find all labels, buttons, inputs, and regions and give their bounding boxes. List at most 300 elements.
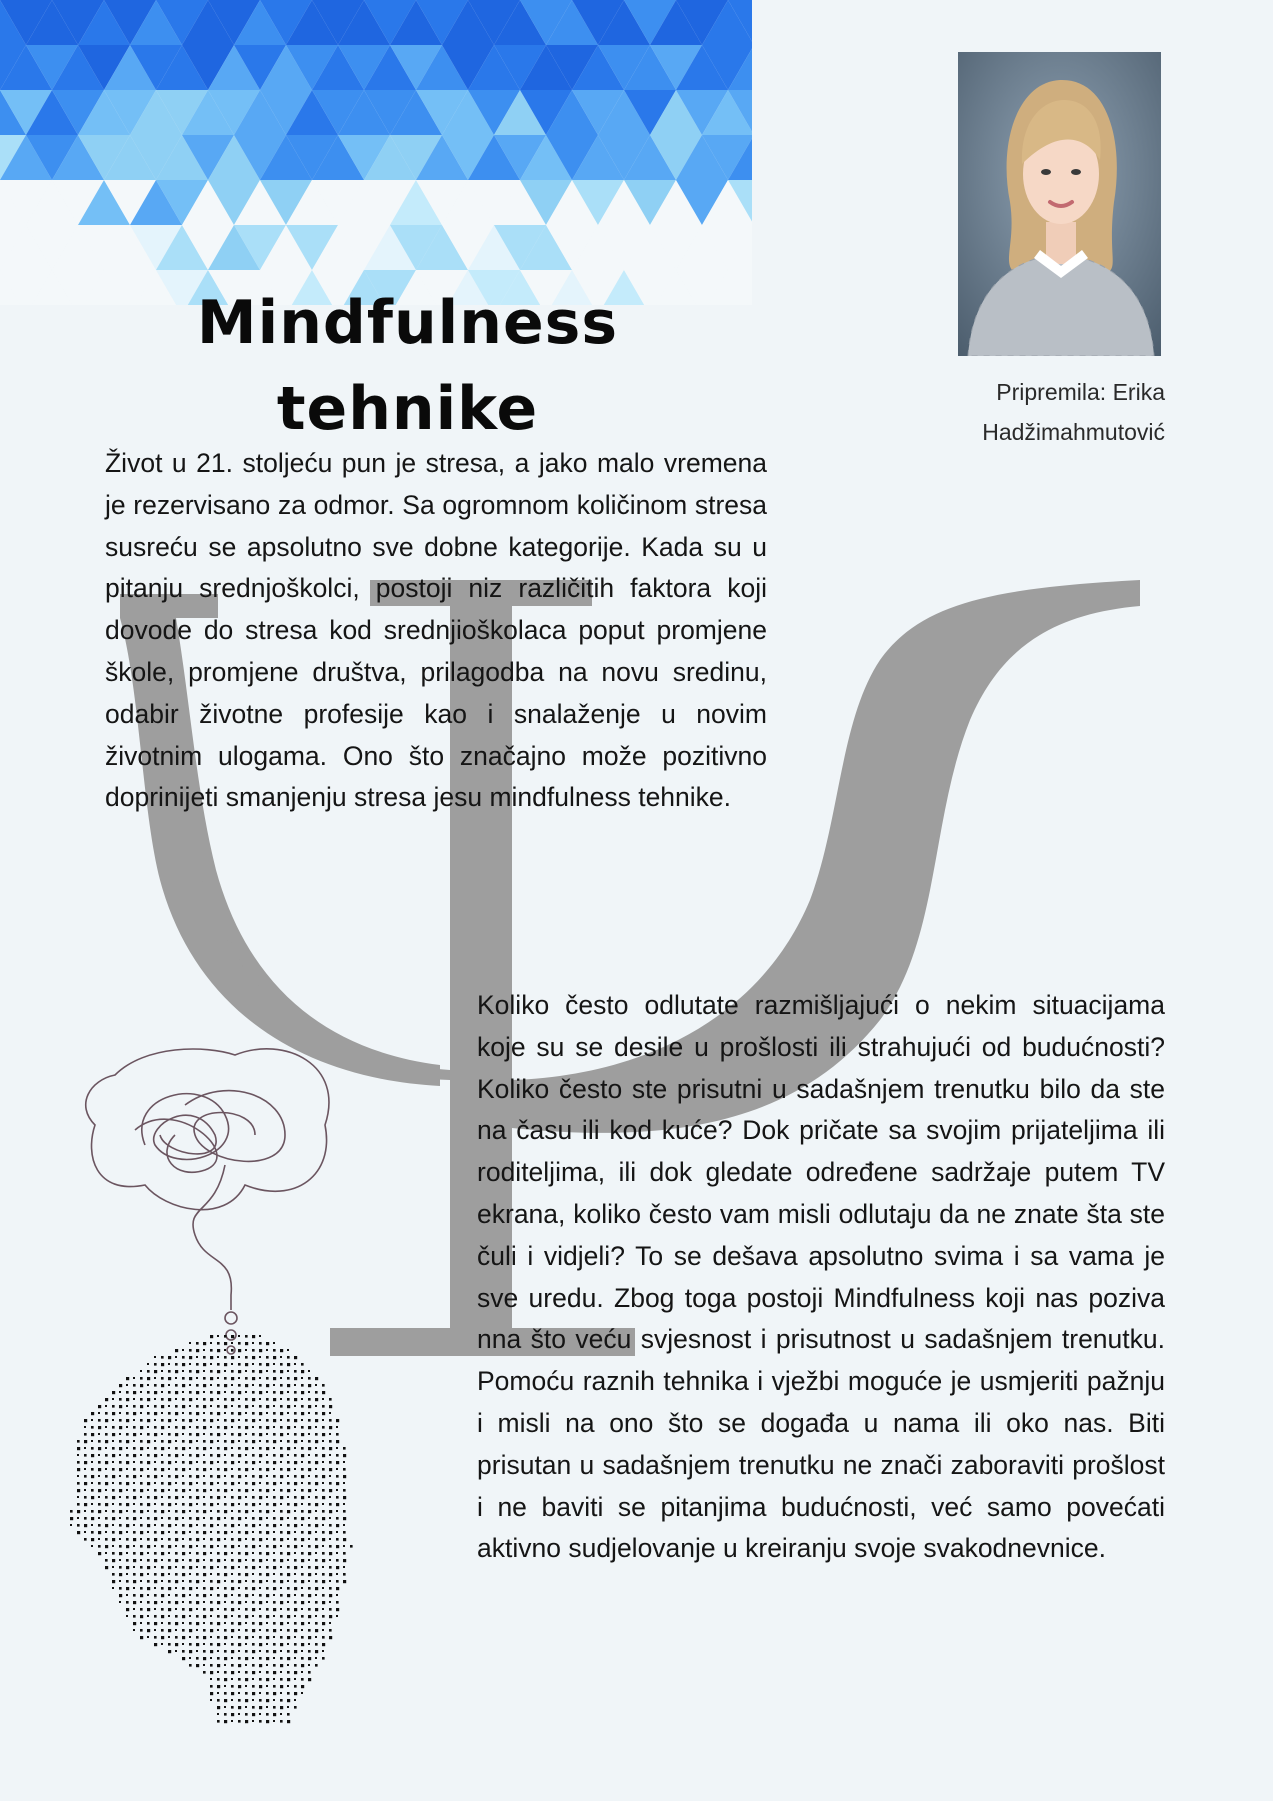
head-dot — [273, 1510, 275, 1512]
head-dot — [182, 1433, 184, 1435]
head-dot — [203, 1398, 206, 1401]
head-dot — [294, 1524, 297, 1527]
head-dot — [210, 1349, 213, 1352]
head-dot — [133, 1622, 136, 1625]
head-dot — [105, 1433, 108, 1436]
head-dot — [266, 1468, 269, 1471]
head-dot — [280, 1531, 283, 1534]
head-dot — [259, 1706, 262, 1709]
head-dot — [224, 1426, 227, 1429]
head-dot — [245, 1692, 248, 1695]
head-dot — [252, 1433, 255, 1436]
head-dot — [294, 1636, 296, 1638]
head-dot — [203, 1433, 205, 1435]
head-dot — [168, 1440, 171, 1443]
head-dot — [133, 1524, 135, 1526]
head-dot — [140, 1447, 143, 1450]
head-dot — [140, 1622, 142, 1624]
head-dot — [161, 1594, 164, 1597]
head-dot — [224, 1391, 226, 1393]
head-dot — [154, 1510, 157, 1513]
head-dot — [266, 1454, 268, 1456]
head-dot — [245, 1559, 247, 1561]
head-dot — [203, 1510, 206, 1513]
head-dot — [315, 1468, 317, 1470]
head-dot — [329, 1566, 332, 1569]
head-dot — [119, 1475, 121, 1477]
head-dot — [133, 1573, 136, 1576]
head-dot — [259, 1552, 262, 1555]
head-dot — [224, 1398, 227, 1401]
head-dot — [126, 1559, 129, 1562]
head-dot — [259, 1475, 262, 1478]
head-dot — [315, 1524, 318, 1527]
head-dot — [119, 1524, 122, 1527]
head-dot — [217, 1454, 220, 1457]
head-dot — [245, 1440, 248, 1443]
head-dot — [84, 1531, 86, 1533]
head-dot — [161, 1468, 164, 1471]
head-dot — [175, 1482, 177, 1484]
head-dot — [203, 1440, 206, 1443]
head-dot — [210, 1482, 213, 1485]
head-dot — [294, 1706, 297, 1709]
head-dot — [322, 1552, 325, 1555]
head-dot — [322, 1657, 325, 1660]
head-dot — [301, 1671, 303, 1673]
head-dot — [322, 1608, 324, 1610]
head-dot — [119, 1503, 122, 1506]
head-dot — [329, 1538, 331, 1540]
head-dot — [168, 1405, 170, 1407]
head-dot — [105, 1412, 108, 1415]
head-dot — [112, 1391, 115, 1394]
head-dot — [77, 1496, 79, 1498]
head-dot — [266, 1629, 269, 1632]
head-dot — [308, 1510, 311, 1513]
head-dot — [238, 1510, 241, 1513]
head-dot — [189, 1489, 191, 1491]
head-dot — [217, 1342, 220, 1345]
head-dot — [259, 1538, 262, 1541]
head-dot — [210, 1573, 212, 1575]
head-dot — [231, 1517, 234, 1520]
head-dot — [210, 1699, 212, 1701]
head-dot — [266, 1615, 269, 1618]
head-dot — [210, 1461, 213, 1464]
head-dot — [147, 1594, 149, 1596]
head-dot — [266, 1699, 269, 1702]
head-dot — [280, 1545, 282, 1547]
head-dot — [217, 1349, 220, 1352]
head-dot — [266, 1384, 269, 1387]
head-dot — [224, 1566, 227, 1569]
head-dot — [266, 1342, 269, 1345]
head-dot — [238, 1538, 241, 1541]
head-dot — [210, 1454, 213, 1457]
head-dot — [217, 1496, 220, 1499]
head-dot — [231, 1335, 234, 1338]
head-dot — [168, 1370, 171, 1373]
head-dot — [203, 1629, 206, 1632]
head-dot — [259, 1370, 262, 1373]
head-dot — [287, 1657, 290, 1660]
head-dot — [217, 1398, 219, 1400]
head-dot — [308, 1664, 310, 1666]
head-dot — [133, 1566, 135, 1568]
head-dot — [287, 1580, 289, 1582]
head-dot — [266, 1391, 268, 1393]
head-dot — [161, 1608, 164, 1611]
head-dot — [182, 1426, 185, 1429]
head-dot — [280, 1713, 282, 1715]
head-dot — [196, 1433, 199, 1436]
head-dot — [126, 1580, 129, 1583]
head-dot — [252, 1503, 255, 1506]
head-dot — [245, 1342, 248, 1345]
head-dot — [273, 1580, 276, 1583]
head-dot — [126, 1468, 128, 1470]
head-dot — [336, 1496, 339, 1499]
head-dot — [119, 1531, 122, 1534]
head-dot — [203, 1496, 205, 1498]
head-dot — [161, 1433, 163, 1435]
head-dot — [308, 1580, 310, 1582]
head-dot — [133, 1433, 136, 1436]
head-dot — [308, 1601, 310, 1603]
head-dot — [266, 1503, 269, 1506]
head-dot — [182, 1468, 185, 1471]
head-dot — [231, 1503, 234, 1506]
head-dot — [322, 1629, 324, 1631]
head-dot — [273, 1538, 276, 1541]
head-dot — [329, 1482, 332, 1485]
head-dot — [224, 1643, 226, 1645]
head-dot — [259, 1720, 262, 1723]
head-dot — [231, 1650, 234, 1653]
head-dot — [196, 1482, 198, 1484]
head-dot — [231, 1552, 233, 1554]
head-dot — [126, 1454, 129, 1457]
head-dot — [91, 1517, 94, 1520]
head-dot — [273, 1636, 275, 1638]
head-dot — [231, 1678, 233, 1680]
head-dot — [182, 1440, 185, 1443]
head-dot — [315, 1608, 318, 1611]
head-dot — [259, 1426, 262, 1429]
head-dot — [217, 1650, 219, 1652]
head-dot — [287, 1587, 290, 1590]
head-dot — [140, 1370, 142, 1372]
head-dot — [147, 1615, 149, 1617]
head-dot — [154, 1608, 156, 1610]
head-dot — [210, 1335, 213, 1338]
head-dot — [154, 1531, 157, 1534]
head-dot — [287, 1370, 289, 1372]
head-dot — [322, 1384, 325, 1387]
head-dot — [294, 1440, 297, 1443]
head-dot — [259, 1349, 262, 1352]
head-dot — [287, 1615, 290, 1618]
head-dot — [105, 1447, 107, 1449]
head-dot — [322, 1510, 325, 1513]
head-dot — [322, 1594, 325, 1597]
head-dot — [245, 1629, 248, 1632]
head-dot — [126, 1377, 129, 1380]
head-dot — [238, 1706, 241, 1709]
head-dot — [196, 1566, 198, 1568]
head-dot — [168, 1475, 171, 1478]
head-dot — [259, 1335, 261, 1337]
head-dot — [350, 1545, 353, 1548]
head-dot — [175, 1496, 178, 1499]
head-dot — [147, 1587, 150, 1590]
head-dot — [336, 1552, 338, 1554]
head-dot — [133, 1391, 136, 1394]
head-dot — [301, 1377, 303, 1379]
head-dot — [252, 1692, 255, 1695]
head-dot — [196, 1412, 199, 1415]
head-dot — [182, 1517, 184, 1519]
head-dot — [119, 1454, 121, 1456]
head-dot — [273, 1391, 276, 1394]
head-dot — [189, 1608, 192, 1611]
head-dot — [280, 1377, 282, 1379]
head-dot — [217, 1720, 220, 1723]
head-dot — [161, 1363, 164, 1366]
head-dot — [98, 1454, 100, 1456]
head-dot — [210, 1559, 213, 1562]
head-dot — [273, 1398, 276, 1401]
head-dot — [322, 1447, 325, 1450]
head-dot — [301, 1363, 304, 1366]
head-dot — [196, 1454, 199, 1457]
head-dot — [161, 1496, 163, 1498]
head-dot — [231, 1573, 233, 1575]
head-dot — [189, 1377, 192, 1380]
head-dot — [224, 1363, 227, 1366]
head-dot — [105, 1454, 108, 1457]
head-dot — [210, 1636, 212, 1638]
head-dot — [315, 1580, 318, 1583]
head-dot — [329, 1559, 331, 1561]
head-dot — [294, 1489, 296, 1491]
head-dot — [182, 1643, 184, 1645]
head-dot — [280, 1559, 283, 1562]
head-dot — [98, 1538, 100, 1540]
head-dot — [126, 1503, 129, 1506]
head-dot — [105, 1489, 107, 1491]
head-dot — [112, 1503, 114, 1505]
head-dot — [280, 1461, 282, 1463]
head-dot — [105, 1545, 108, 1548]
head-dot — [217, 1405, 220, 1408]
head-dot — [112, 1419, 114, 1421]
head-dot — [336, 1482, 339, 1485]
head-dot — [238, 1580, 241, 1583]
head-dot — [196, 1398, 198, 1400]
head-dot — [280, 1706, 283, 1709]
head-dot — [245, 1461, 248, 1464]
head-dot — [252, 1573, 254, 1575]
head-dot — [126, 1440, 129, 1443]
head-dot — [315, 1510, 317, 1512]
head-dot — [287, 1706, 289, 1708]
head-dot — [154, 1496, 157, 1499]
head-dot — [105, 1468, 107, 1470]
head-dot — [224, 1503, 227, 1506]
head-dot — [98, 1517, 100, 1519]
head-dot — [77, 1447, 80, 1450]
head-dot — [217, 1440, 219, 1442]
head-dot — [315, 1559, 318, 1562]
head-dot — [154, 1482, 156, 1484]
head-dot — [252, 1559, 255, 1562]
head-dot — [154, 1440, 156, 1442]
head-dot — [203, 1559, 205, 1561]
head-dot — [294, 1377, 297, 1380]
head-dot — [343, 1517, 346, 1520]
head-dot — [175, 1629, 177, 1631]
head-dot — [210, 1377, 213, 1380]
head-dot — [308, 1587, 311, 1590]
head-dot — [140, 1510, 143, 1513]
head-dot — [308, 1377, 311, 1380]
head-dot — [308, 1391, 310, 1393]
head-dot — [329, 1468, 332, 1471]
head-dot — [182, 1391, 184, 1393]
head-dot — [119, 1412, 121, 1414]
head-dot — [259, 1713, 261, 1715]
head-dot — [280, 1580, 283, 1583]
head-dot — [308, 1468, 311, 1471]
head-dot — [196, 1349, 199, 1352]
head-dot — [266, 1587, 269, 1590]
head-dot — [231, 1482, 234, 1485]
head-dot — [189, 1531, 191, 1533]
head-dot — [329, 1405, 332, 1408]
head-dot — [182, 1580, 184, 1582]
head-dot — [98, 1531, 101, 1534]
head-dot — [154, 1489, 157, 1492]
head-dot — [301, 1391, 304, 1394]
head-dot — [238, 1566, 240, 1568]
head-dot — [273, 1363, 275, 1365]
head-dot — [161, 1426, 164, 1429]
head-dot — [322, 1573, 325, 1576]
head-dot — [182, 1622, 184, 1624]
head-dot — [245, 1601, 247, 1603]
head-dot — [294, 1657, 296, 1659]
head-dot — [231, 1559, 234, 1562]
head-dot — [140, 1594, 143, 1597]
head-dot — [126, 1405, 128, 1407]
head-dot — [91, 1503, 93, 1505]
head-dot — [224, 1335, 227, 1338]
head-dot — [119, 1384, 122, 1387]
head-dot — [231, 1594, 233, 1596]
head-dot — [203, 1531, 206, 1534]
head-dot — [203, 1545, 206, 1548]
head-dot — [140, 1608, 143, 1611]
head-dot — [294, 1573, 296, 1575]
head-dot — [231, 1545, 234, 1548]
head-dot — [126, 1601, 129, 1604]
head-dot — [217, 1426, 220, 1429]
head-dot — [140, 1531, 143, 1534]
head-dot — [182, 1615, 185, 1618]
head-dot — [224, 1692, 227, 1695]
head-dot — [161, 1440, 164, 1443]
head-dot — [98, 1489, 101, 1492]
head-dot — [147, 1489, 149, 1491]
head-dot — [112, 1517, 115, 1520]
head-dot — [315, 1622, 318, 1625]
head-dot — [84, 1503, 87, 1506]
head-dot — [154, 1370, 157, 1373]
head-dot — [168, 1468, 170, 1470]
head-dot — [217, 1615, 220, 1618]
head-dot — [203, 1363, 206, 1366]
head-dot — [315, 1566, 318, 1569]
head-dot — [259, 1566, 261, 1568]
head-dot — [196, 1629, 198, 1631]
head-dot — [252, 1601, 255, 1604]
head-dot — [196, 1664, 199, 1667]
head-dot — [294, 1475, 297, 1478]
head-dot — [224, 1412, 226, 1414]
head-dot — [245, 1545, 248, 1548]
head-dot — [119, 1538, 121, 1540]
head-dot — [196, 1643, 199, 1646]
head-dot — [329, 1510, 332, 1513]
head-dot — [203, 1412, 205, 1414]
head-dot — [182, 1657, 185, 1660]
head-dot — [266, 1447, 269, 1450]
head-dot — [91, 1412, 94, 1415]
head-dot — [168, 1622, 171, 1625]
head-dot — [252, 1447, 254, 1449]
head-dot — [252, 1496, 255, 1499]
head-dot — [161, 1601, 163, 1603]
head-dot — [301, 1489, 304, 1492]
head-dot — [301, 1447, 304, 1450]
head-dot — [280, 1391, 283, 1394]
head-dot — [231, 1447, 233, 1449]
head-dot — [231, 1685, 234, 1688]
head-dot — [259, 1622, 262, 1625]
head-dot — [238, 1629, 240, 1631]
head-dot — [168, 1489, 170, 1491]
head-dot — [161, 1552, 164, 1555]
head-dot — [140, 1482, 143, 1485]
head-dot — [126, 1384, 128, 1386]
head-dot — [140, 1433, 142, 1435]
head-dot — [308, 1517, 310, 1519]
head-dot — [119, 1580, 121, 1582]
head-dot — [217, 1545, 219, 1547]
head-dot — [301, 1643, 304, 1646]
head-dot — [273, 1475, 276, 1478]
head-dot — [168, 1363, 170, 1365]
head-dot — [175, 1608, 177, 1610]
head-dot — [182, 1566, 185, 1569]
head-dot — [189, 1580, 192, 1583]
head-dot — [287, 1391, 289, 1393]
head-dot — [301, 1692, 303, 1694]
head-dot — [231, 1524, 234, 1527]
head-dot — [210, 1629, 213, 1632]
